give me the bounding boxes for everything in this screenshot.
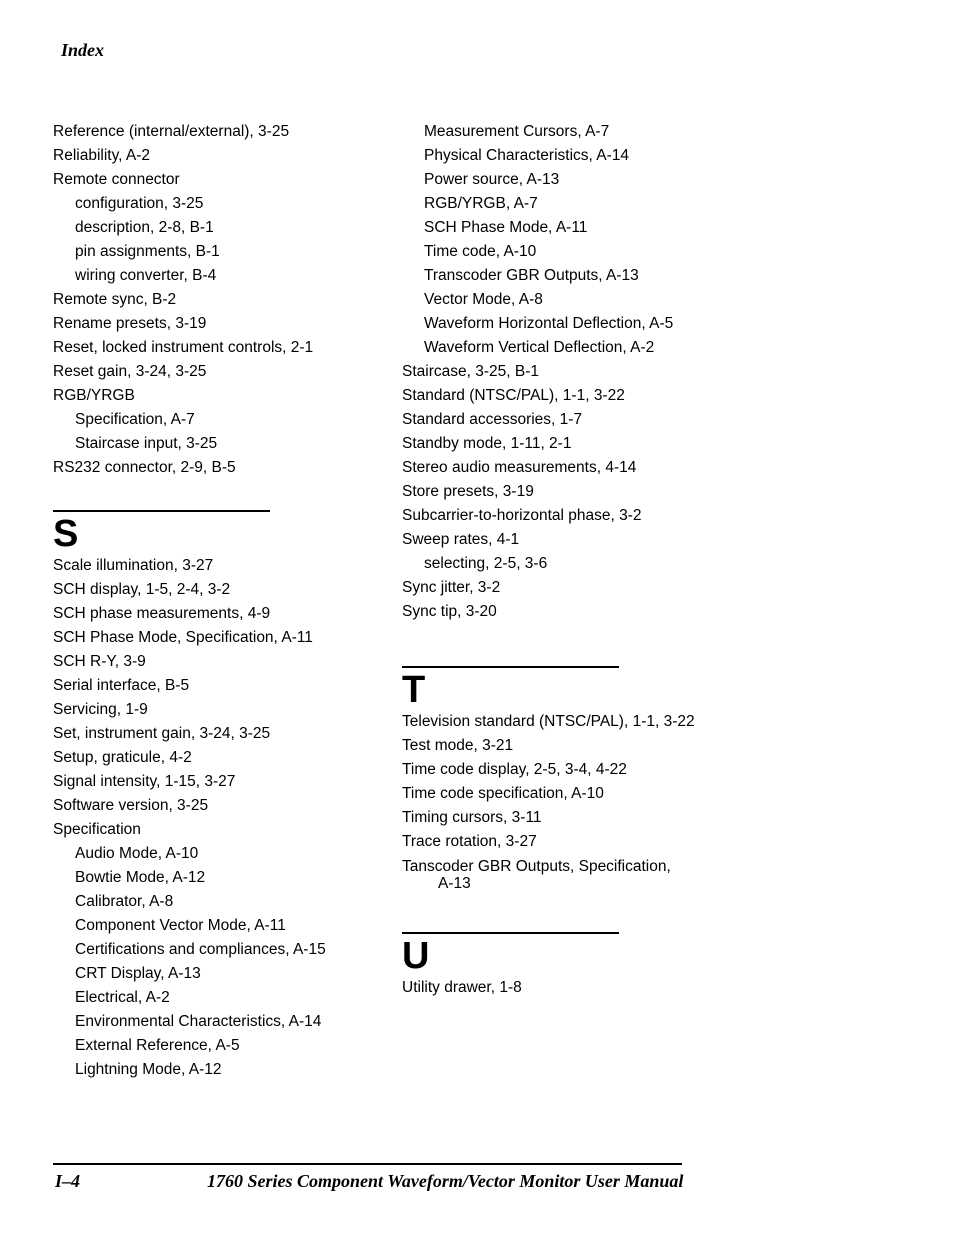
r-entry-list: [53, 120, 383, 480]
index-entry: Scale illumination, 3-27: [53, 557, 214, 574]
index-entry: SCH phase measurements, 4-9: [53, 605, 271, 622]
index-subentry: Physical Characteristics, A-14: [424, 147, 630, 164]
section-letter-s: S: [53, 513, 79, 555]
index-entry: Standby mode, 1-11, 2-1: [402, 435, 572, 452]
index-entry: Reset gain, 3-24, 3-25: [53, 363, 207, 380]
index-entry: SCH R-Y, 3-9: [53, 653, 146, 670]
index-subentry: Lightning Mode, A-12: [75, 1061, 222, 1078]
index-subentry: CRT Display, A-13: [75, 965, 201, 982]
index-subentry: configuration, 3-25: [75, 195, 204, 212]
index-entry: Setup, graticule, 4-2: [53, 749, 192, 766]
index-entry: Remote sync, B-2: [53, 291, 177, 308]
index-subentry: Bowtie Mode, A-12: [75, 869, 206, 886]
running-header: Index: [61, 40, 105, 60]
index-entry: Utility drawer, 1-8: [402, 979, 522, 996]
index-subentry: Electrical, A-2: [75, 989, 170, 1006]
index-entry: SCH Phase Mode, Specification, A-11: [53, 629, 313, 646]
index-entry: Trace rotation, 3-27: [402, 833, 537, 850]
index-entry: Stereo audio measurements, 4-14: [402, 459, 637, 476]
index-subentry: Waveform Vertical Deflection, A-2: [424, 339, 655, 356]
index-subentry: Waveform Horizontal Deflection, A-5: [424, 315, 674, 332]
footer-divider: [53, 1163, 682, 1165]
index-subentry: Specification, A-7: [75, 411, 195, 428]
s-entry-list: [53, 554, 383, 1082]
index-entry-wrapped: [402, 854, 732, 895]
index-entry: Time code display, 2-5, 3-4, 4-22: [402, 761, 627, 778]
index-entry: Sync tip, 3-20: [402, 603, 497, 620]
section-letter-u: U: [402, 935, 430, 977]
u-entry-list: [402, 976, 732, 1000]
index-entry: Rename presets, 3-19: [53, 315, 207, 332]
index-entry: Set, instrument gain, 3-24, 3-25: [53, 725, 271, 742]
index-entry: Subcarrier-to-horizontal phase, 3-2: [402, 507, 642, 524]
index-entry: Timing cursors, 3-11: [402, 809, 542, 826]
s-continued-entry-list: [402, 120, 732, 624]
index-subentry: Transcoder GBR Outputs, A-13: [424, 267, 639, 284]
index-entry: Reliability, A-2: [53, 147, 151, 164]
section-u: [402, 932, 732, 1000]
index-entry: Reset, locked instrument controls, 2-1: [53, 339, 314, 356]
index-entry: Specification: [53, 821, 141, 838]
index-entry-line-1: Tanscoder GBR Outputs, Specification,: [402, 858, 671, 875]
index-subentry: description, 2-8, B-1: [75, 219, 214, 236]
index-entry: Test mode, 3-21: [402, 737, 514, 754]
section-s: [53, 510, 383, 1082]
index-subentry: SCH Phase Mode, A-11: [424, 219, 588, 236]
section-letter-t: T: [402, 669, 426, 711]
index-entry: RS232 connector, 2-9, B-5: [53, 459, 236, 476]
index-subentry: Time code, A-10: [424, 243, 537, 260]
manual-title: 1760 Series Component Waveform/Vector Monitor User Manual: [207, 1171, 684, 1191]
index-subentry: Certifications and compliances, A-15: [75, 941, 326, 958]
index-entry: SCH display, 1-5, 2-4, 3-2: [53, 581, 231, 598]
index-subentry: Component Vector Mode, A-11: [75, 917, 286, 934]
index-subentry: Environmental Characteristics, A-14: [75, 1013, 322, 1030]
index-subentry: Vector Mode, A-8: [424, 291, 543, 308]
index-column-right: [402, 120, 732, 1000]
index-entry: Store presets, 3-19: [402, 483, 534, 500]
index-entry: Standard (NTSC/PAL), 1-1, 3-22: [402, 387, 625, 404]
index-entry: Time code specification, A-10: [402, 785, 604, 802]
index-subentry: Audio Mode, A-10: [75, 845, 199, 862]
index-entry: Reference (internal/external), 3-25: [53, 123, 290, 140]
index-entry: Standard accessories, 1-7: [402, 411, 583, 428]
page-number: I–4: [55, 1171, 81, 1191]
section-t: [402, 666, 732, 895]
index-subentry: pin assignments, B-1: [75, 243, 220, 260]
index-entry: Sweep rates, 4-1: [402, 531, 520, 548]
index-subentry: Calibrator, A-8: [75, 893, 174, 910]
index-entry: RGB/YRGB: [53, 387, 135, 404]
index-entry: Television standard (NTSC/PAL), 1-1, 3-22: [402, 713, 695, 730]
index-subentry: External Reference, A-5: [75, 1037, 240, 1054]
index-entry: Sync jitter, 3-2: [402, 579, 501, 596]
index-subentry: wiring converter, B-4: [75, 267, 217, 284]
index-subentry: Staircase input, 3-25: [75, 435, 218, 452]
index-entry: Signal intensity, 1-15, 3-27: [53, 773, 236, 790]
index-entry: Software version, 3-25: [53, 797, 209, 814]
index-entry-line-2: A-13: [438, 875, 471, 892]
index-entry: Staircase, 3-25, B-1: [402, 363, 539, 380]
index-entry: Serial interface, B-5: [53, 677, 190, 694]
t-entry-list: [402, 710, 732, 854]
index-subentry: selecting, 2-5, 3-6: [424, 555, 548, 572]
index-entry: Servicing, 1-9: [53, 701, 148, 718]
index-subentry: RGB/YRGB, A-7: [424, 195, 538, 212]
index-entry: Remote connector: [53, 171, 180, 188]
index-column-left: [53, 120, 383, 1082]
index-subentry: Power source, A-13: [424, 171, 560, 188]
index-subentry: Measurement Cursors, A-7: [424, 123, 610, 140]
